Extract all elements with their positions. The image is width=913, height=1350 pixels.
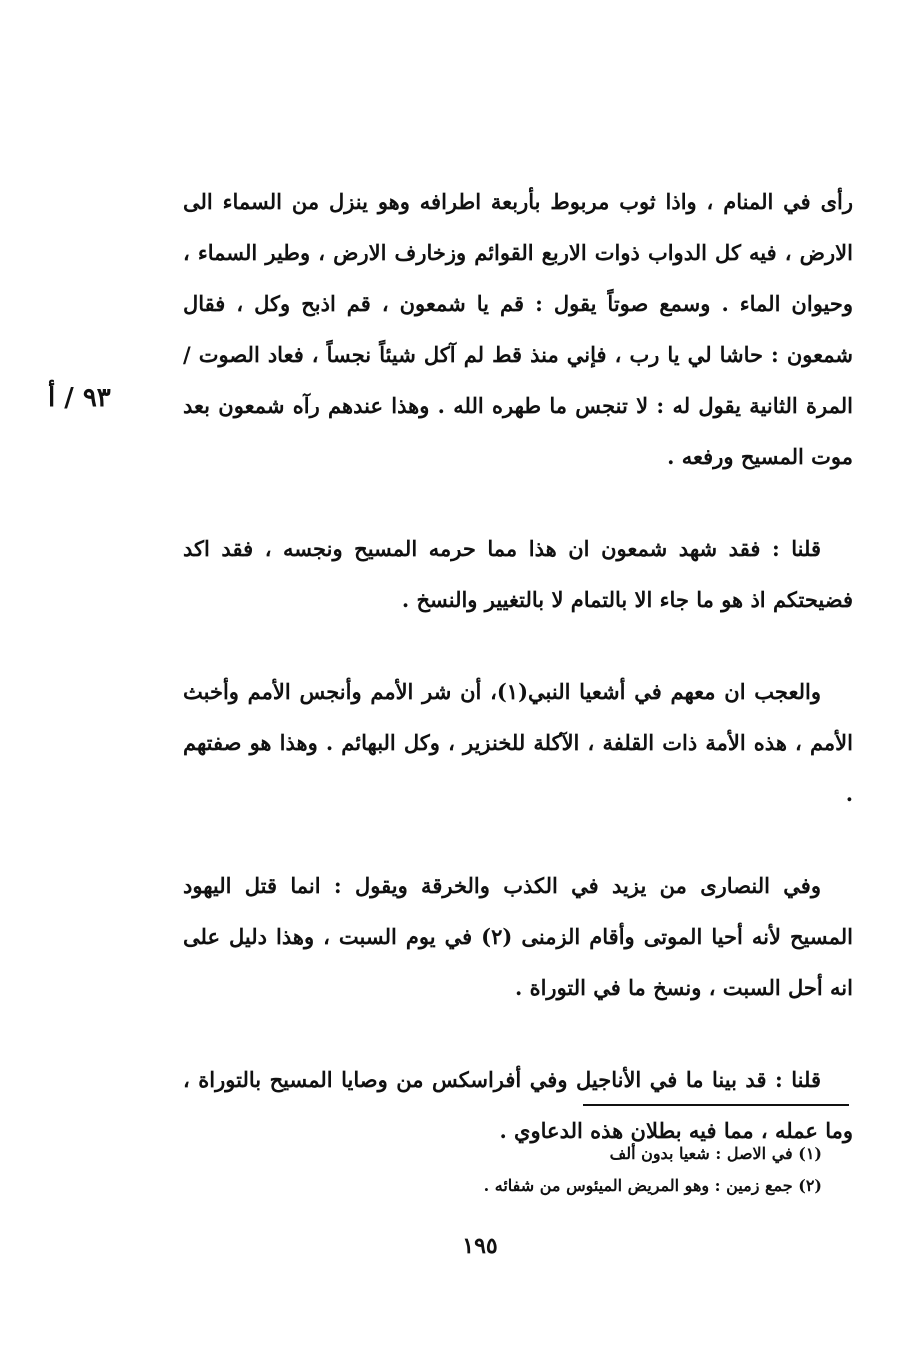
paragraph-text: رأى في المنام ، واذا ثوب مربوط بأربعة اطرافه وهو ينزل من السماء الى الارض ، فيه كل الدواب ذوات الاربع القوائم وزخارف الارض ، وطير السماء ، وحيوان الماء . وسمع صوتاً يقول : قم يا شمعون ، قم اذبح وكل ، فقال شمعون : حاشا لي يا رب ، فإني منذ قط لم آكل شيئاً نجساً ، فعاد الصوت / المرة الثانية يقول له : لا تنجس ما طهره الله . وهذا عندهم رآه شمعون بعد موت المسيح ورفعه . xyxy=(183,189,853,469)
footnote-divider xyxy=(583,1104,849,1106)
page-number: ١٩٥ xyxy=(462,1233,498,1259)
paragraph-text: قلنا : فقد شهد شمعون ان هذا مما حرمه المسيح ونجسه ، فقد اكد فضيحتكم اذ هو ما جاء الا بالتمام لا بالتغيير والنسخ . xyxy=(183,536,853,612)
paragraph-4 xyxy=(183,860,853,1013)
paragraph-1 xyxy=(183,176,853,482)
paragraph-3 xyxy=(183,666,853,819)
paragraph-text: وفي النصارى من يزيد في الكذب والخرقة ويقول : انما قتل اليهود المسيح لأنه أحيا الموتى وأقام الزمنى (٢) في يوم السبت ، وهذا دليل على انه أحل السبت ، ونسخ ما في التوراة . xyxy=(183,873,854,1000)
paragraph-text: والعجب ان معهم في أشعيا النبي(١)، أن شر الأمم وأنجس الأمم وأخبث الأمم ، هذه الأمة ذات القلفة ، الآكلة للخنزير ، وكل البهائم . وهذا هو صفتهم . xyxy=(183,679,853,806)
footnote-2: (٢) جمع زمين : وهو المريض الميئوس من شفائه . xyxy=(483,1176,822,1195)
paragraph-2 xyxy=(183,523,853,625)
main-text xyxy=(183,176,853,1197)
margin-folio-note: ٩٣ / أ xyxy=(48,383,111,413)
footnotes xyxy=(430,1138,822,1202)
footnote-1: (١) في الاصل : شعيا بدون ألف xyxy=(609,1144,822,1163)
paragraph-text: قلنا : قد بينا ما في الأناجيل وفي أفراسكس من وصايا المسيح بالتوراة ، وما عمله ، مما فيه بطلان هذه الدعاوي . xyxy=(183,1067,853,1143)
